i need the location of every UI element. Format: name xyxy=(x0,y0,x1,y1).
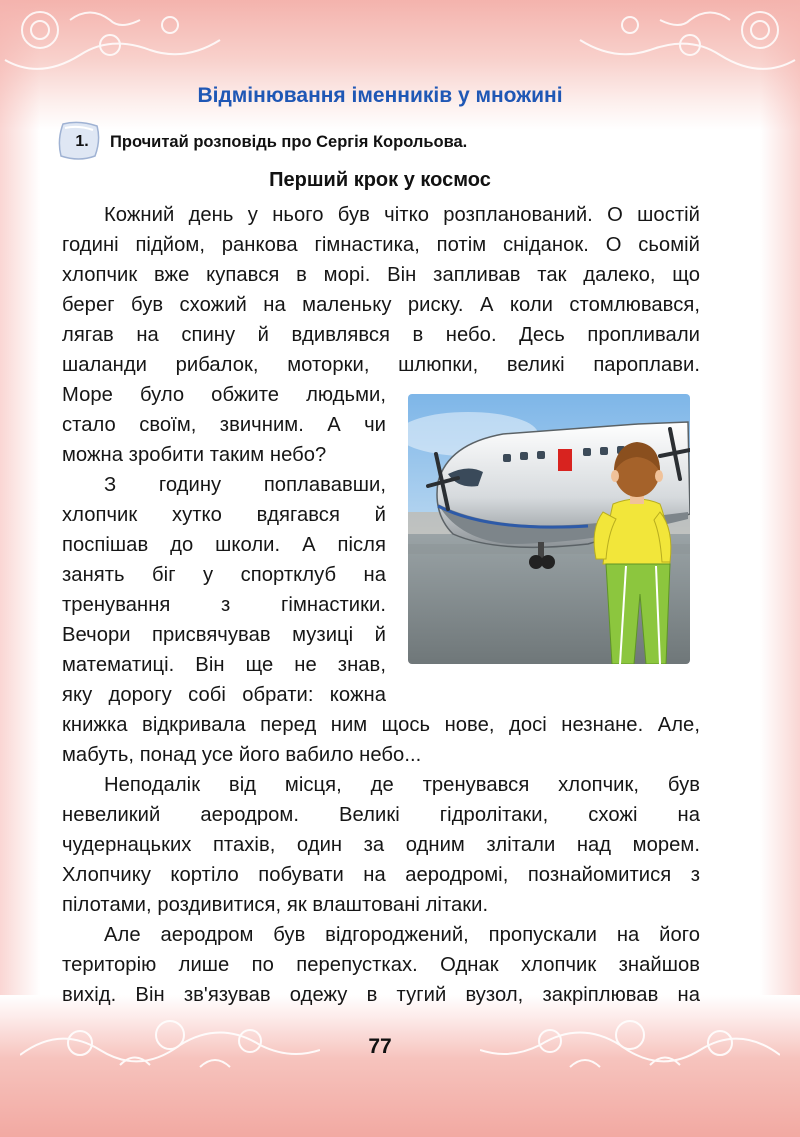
task-instruction: Прочитай розповідь про Сергія Корольова. xyxy=(110,133,468,151)
story-line: поспішав до школи. А після xyxy=(62,534,386,556)
page-number: 77 xyxy=(368,1035,392,1058)
page-header: Відмінювання іменників у множині xyxy=(197,84,563,107)
story-line: лягав на спину й вдивлявся в небо. Десь пропливали xyxy=(62,324,700,346)
story-line: тренування з гімнастики. xyxy=(62,594,386,616)
story-line: математиці. Він ще не знав, xyxy=(62,654,386,676)
story-line: шаланди рибалок, моторки, шлюпки, великі пароплави. xyxy=(62,354,700,376)
story-line: хлопчик хутко вдягався й xyxy=(62,504,386,526)
story-line: Море було обжите людьми, xyxy=(62,384,386,406)
story-line: хлопчик вже купався в морі. Він запливав так далеко, що xyxy=(62,264,700,286)
story-line: Неподалік від місця, де тренувався хлопчик, був xyxy=(104,774,700,796)
story-line: Хлопчику кортіло побувати на аеродромі, познайомитися з xyxy=(62,864,700,886)
story-line: територію лише по перепустках. Однак хлопчик знайшов xyxy=(62,954,700,976)
story-line: Кожний день у нього був чітко розпланований. О шостій xyxy=(104,204,700,226)
task-number: 1. xyxy=(75,133,89,150)
story-line: яку дорогу собі обрати: кожна xyxy=(62,684,386,706)
story-line: З годину поплававши, xyxy=(104,474,386,496)
story-line: можна зробити таким небо? xyxy=(62,444,327,466)
story-line: вихід. Він зв'язував одежу в тугий вузол, закріплював на xyxy=(62,984,700,1006)
story-line: мабуть, понад усе його вабило небо... xyxy=(62,744,422,766)
seaplane-boy-illustration xyxy=(408,394,690,664)
story-line: Але аеродром був відгороджений, пропускали на його xyxy=(104,924,700,946)
right-decorative-edge xyxy=(760,0,800,1137)
story-title: Перший крок у космос xyxy=(269,169,491,191)
story-line: берег був схожий на маленьку риску. А коли стомлювався, xyxy=(62,294,700,316)
story-line: стало своїм, звичним. А чи xyxy=(62,414,386,436)
story-line: книжка відкривала перед ним щось нове, досі незнане. Але, xyxy=(62,714,700,736)
story-line: Вечори присвячував музиці й xyxy=(62,624,386,646)
story-line: годині підйом, ранкова гімнастика, потім сніданок. О сьомій xyxy=(62,234,700,256)
story-line: невеликий аеродром. Великі гідролітаки, схожі на xyxy=(62,804,700,826)
story-line: занять біг у спортклуб на xyxy=(62,564,386,586)
top-left-ornament xyxy=(0,0,230,90)
top-right-ornament xyxy=(570,0,800,90)
story-line: чудернацьких птахів, один за одним злітали над морем. xyxy=(62,834,700,856)
story-line: пілотами, роздивитися, як влаштовані літаки. xyxy=(62,894,489,916)
